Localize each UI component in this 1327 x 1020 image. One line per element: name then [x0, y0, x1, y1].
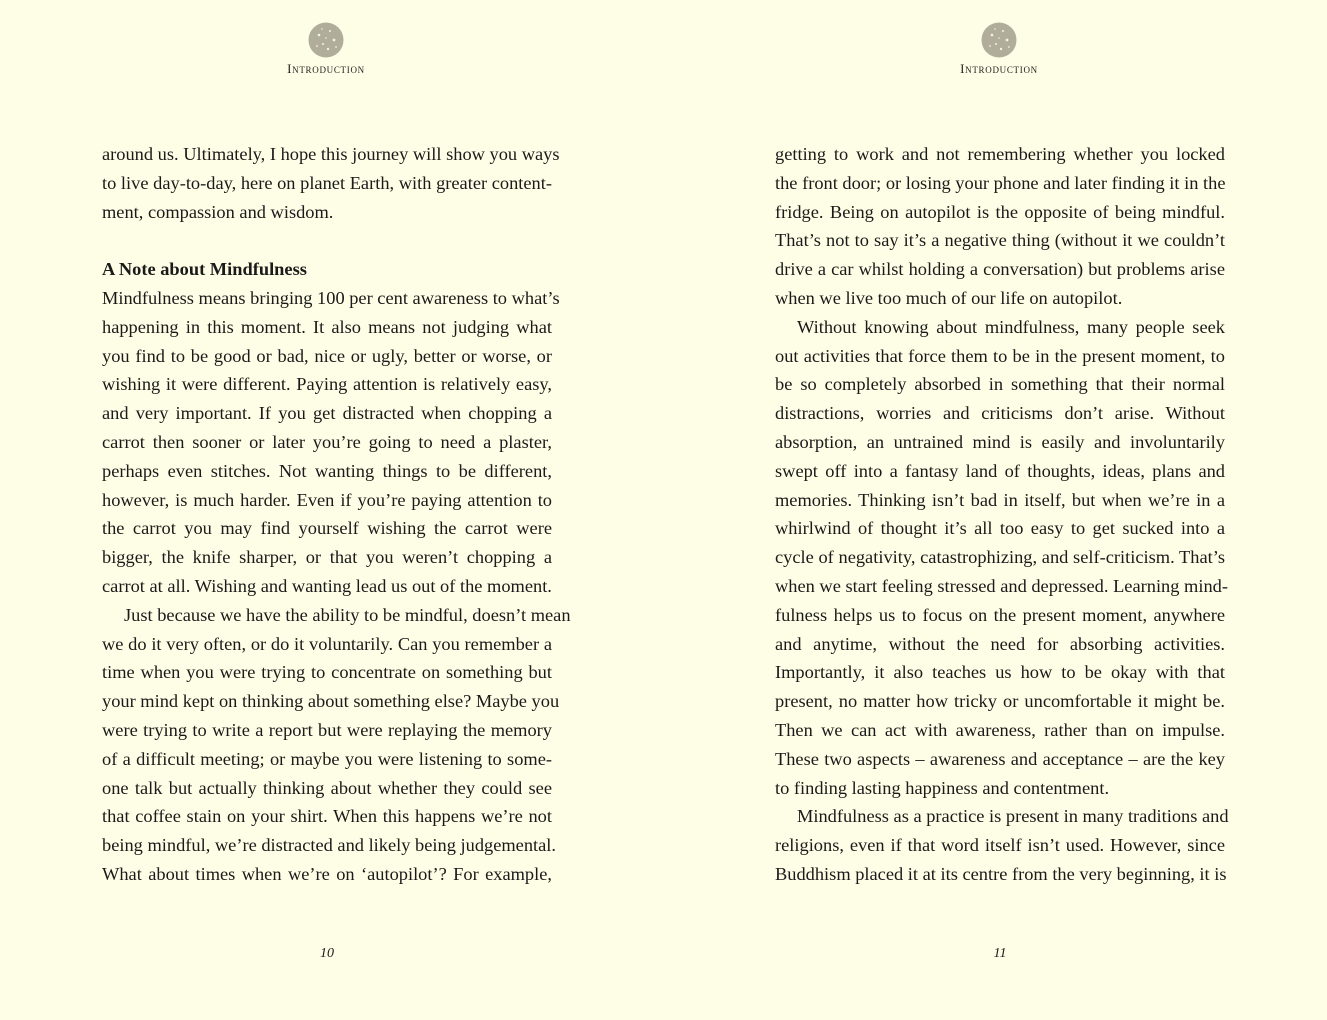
moon-emblem-icon	[981, 22, 1017, 58]
text-line: absorption, an untrained mind is easily and involuntarily	[775, 431, 1225, 452]
text-line: carrot then sooner or later you’re going to need a plaster,	[102, 431, 552, 452]
page-number: 11	[993, 946, 1007, 961]
text-line: ment, compassion and wisdom.	[102, 201, 334, 222]
text-line: Buddhism placed it at its centre from the very beginning, it is	[775, 863, 1227, 884]
text-line: the front door; or losing your phone and later finding it in the	[775, 172, 1226, 193]
text-line: cycle of negativity, catastrophizing, and self-criticism. That’s	[775, 547, 1225, 568]
section-gap	[102, 226, 552, 255]
text-line: out activities that force them to be in the present moment, to	[775, 345, 1225, 366]
right-page	[664, 0, 1327, 1020]
text-line: religions, even if that word itself isn’t used. However, since	[775, 835, 1225, 856]
text-line: the carrot you may find yourself wishing the carrot were	[102, 518, 552, 539]
text-line: fulness helps us to focus on the present moment, anywhere	[775, 604, 1225, 625]
body-text	[775, 140, 1229, 889]
text-line: Just because we have the ability to be mindful, doesn’t mean	[124, 604, 571, 625]
text-line: around us. Ultimately, I hope this journey will show you ways	[102, 144, 560, 164]
text-line: when we live too much of our life on autopilot.	[775, 287, 1123, 308]
text-line: whirlwind of thought it’s all too easy to get sucked into a	[775, 518, 1225, 539]
text-line: drive a car whilst holding a conversation) but problems arise	[775, 259, 1225, 280]
text-line: we do it very often, or do it voluntarily. Can you remember a	[102, 633, 552, 654]
text-line: Without knowing about mindfulness, many people seek	[797, 316, 1225, 337]
text-line: to live day-to-day, here on planet Earth, with greater content-	[102, 172, 552, 193]
running-head: Introduction	[287, 61, 365, 76]
text-line: when we start feeling stressed and depressed. Learning mind-	[775, 575, 1228, 596]
page-number: 10	[320, 946, 334, 961]
text-line: of a difficult meeting; or maybe you were listening to some-	[102, 748, 552, 769]
text-line: happening in this moment. It also means not judging what	[102, 316, 552, 337]
text-line: wishing it were different. Paying attention is relatively easy,	[102, 374, 552, 395]
text-line: being mindful, we’re distracted and likely being judgemental.	[102, 835, 557, 856]
section-heading: A Note about Mindfulness	[102, 259, 307, 280]
text-line: however, is much harder. Even if you’re paying attention to	[102, 489, 552, 510]
text-line: getting to work and not remembering whether you locked	[775, 144, 1225, 164]
text-line: present, no matter how tricky or uncomfortable it might be.	[775, 691, 1225, 712]
text-line: Mindfulness means bringing 100 per cent awareness to what’s	[102, 287, 560, 308]
text-line: you find to be good or bad, nice or ugly, better or worse, or	[102, 345, 552, 366]
text-line: time when you were trying to concentrate on something but	[102, 662, 552, 683]
body-text	[102, 140, 571, 889]
text-line: Mindfulness as a practice is present in many traditions and	[797, 806, 1229, 827]
text-line: Then we can act with awareness, rather than on impulse.	[775, 719, 1225, 740]
text-line: and anytime, without the need for absorbing activities.	[775, 633, 1225, 654]
text-line: That’s not to say it’s a negative thing (without it we couldn’t	[775, 230, 1225, 251]
text-line: carrot at all. Wishing and wanting lead us out of the moment.	[102, 575, 552, 596]
running-head: Introduction	[960, 61, 1038, 76]
text-line: What about times when we’re on ‘autopilot’? For example,	[102, 863, 552, 884]
text-line: to finding lasting happiness and contentment.	[775, 777, 1110, 798]
text-line: one talk but actually thinking about whether they could see	[102, 777, 552, 798]
text-line: and very important. If you get distracted when chopping a	[102, 403, 552, 424]
text-line: distractions, worries and criticisms don’t arise. Without	[775, 403, 1225, 424]
text-line: Importantly, it also teaches us how to be okay with that	[775, 662, 1225, 683]
moon-emblem-icon	[308, 22, 344, 58]
text-line: were trying to write a report but were replaying the memory	[102, 719, 552, 740]
text-line: swept off into a fantasy land of thoughts, ideas, plans and	[775, 460, 1225, 481]
text-line: bigger, the knife sharper, or that you weren’t chopping a	[102, 547, 552, 568]
text-line: that coffee stain on your shirt. When this happens we’re not	[102, 806, 552, 827]
text-line: memories. Thinking isn’t bad in itself, but when we’re in a	[775, 489, 1225, 510]
text-line: These two aspects – awareness and acceptance – are the key	[775, 748, 1225, 769]
text-line: perhaps even stitches. Not wanting things to be different,	[102, 460, 552, 481]
left-page	[0, 0, 663, 1020]
text-line: fridge. Being on autopilot is the opposite of being mindful.	[775, 201, 1225, 222]
text-line: your mind kept on thinking about something else? Maybe you	[102, 691, 560, 712]
text-line: be so completely absorbed in something that their normal	[775, 374, 1225, 395]
